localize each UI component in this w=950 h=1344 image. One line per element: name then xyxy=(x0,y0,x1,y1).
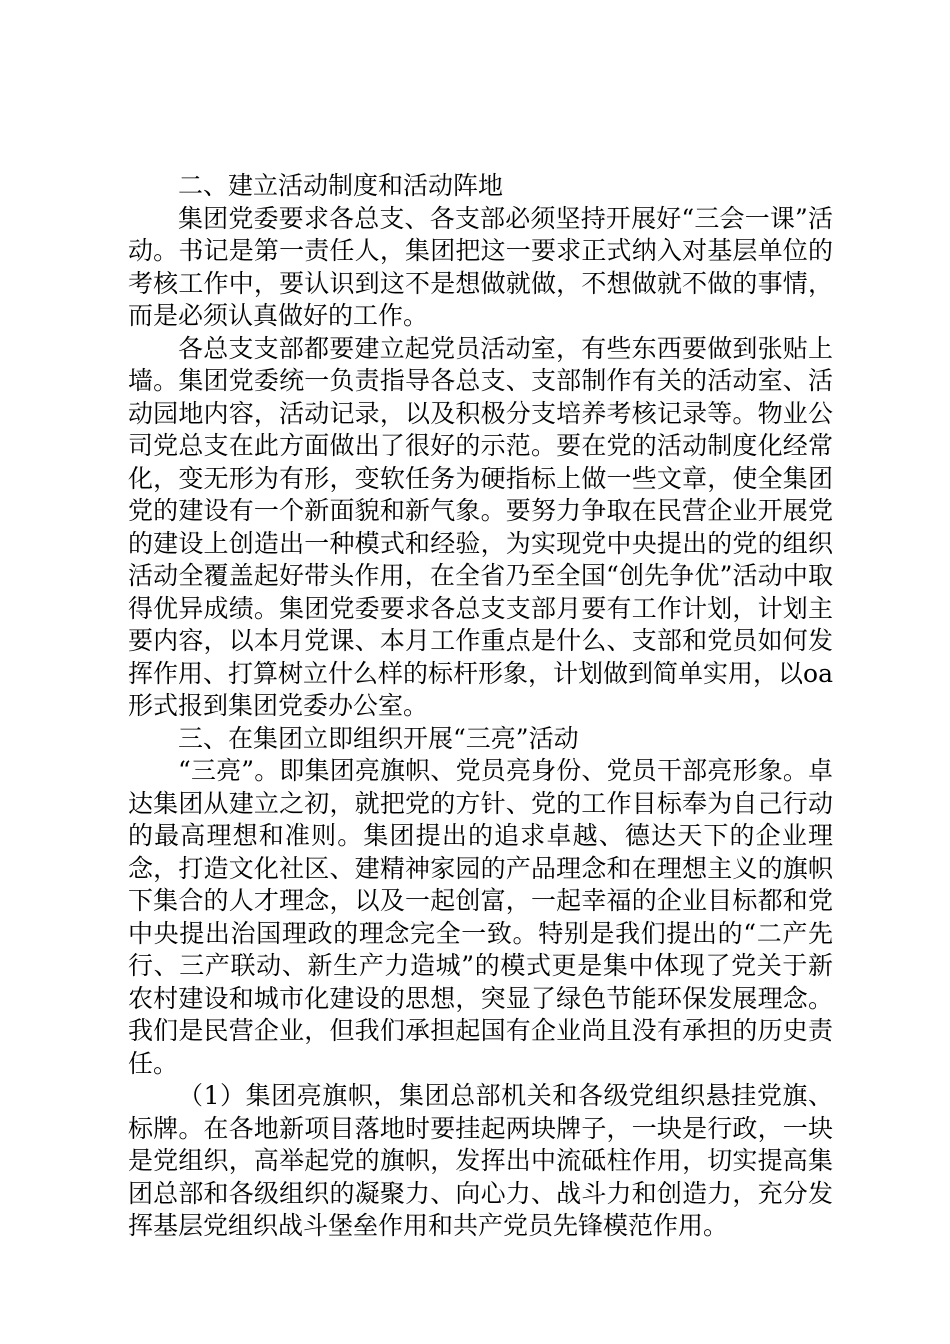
section-heading-3: 三、在集团立即组织开展“三亮”活动 xyxy=(178,723,579,753)
section-heading-2: 二、建立活动制度和活动阵地 xyxy=(178,171,504,200)
paragraph-sanhui-yike: 集团党委要求各总支、各支部必须坚持开展好“三会一课”活动。书记是第一责任人，集团把这一要求正式纳入对基层单位的考核工作中，要认识到这不是想做就做，不想做就不做的事情，而是必须认真做好的工作。 xyxy=(128,203,833,330)
document-body xyxy=(128,170,833,1243)
paragraph-sanliang: “三亮”。即集团亮旗帜、党员亮身份、党员干部亮形象。卓达集团从建立之初，就把党的方针、党的工作目标奉为自己行动的最高理想和准则。集团提出的追求卓越、德达天下的企业理念，打造文化社区、建精神家园的产品理念和在理想主义的旗帜下集合的人才理念，以及一起创富，一起幸福的企业目标都和党中央提出治国理政的理念完全一致。特别是我们提出的“二产先行、三产联动、新生产力造城”的模式更是集中体现了党关于新农村建设和城市化建设的思想，突显了绿色节能环保发展理念。我们是民营企业，但我们承担起国有企业尚且没有承担的历史责任。 xyxy=(128,756,833,1078)
paragraph-group-flag: （1）集团亮旗帜，集团总部机关和各级党组织悬挂党旗、标牌。在各地新项目落地时要挂起两块牌子，一块是行政，一块是党组织，高举起党的旗帜，发挥出中流砥柱作用，切实提高集团总部和各级组织的凝聚力、向心力、战斗力和创造力，充分发挥基层党组织战斗堡垒作用和共产党员先锋模范作用。 xyxy=(128,1081,833,1240)
paragraph-activity-room: 各总支支部都要建立起党员活动室，有些东西要做到张贴上墙。集团党委统一负责指导各总支、支部制作有关的活动室、活动园地内容，活动记录，以及积极分支培养考核记录等。物业公司党总支在此方面做出了很好的示范。要在党的活动制度化经常化，变无形为有形，变软任务为硬指标上做一些文章，使全集团党的建设有一个新面貌和新气象。要努力争取在民营企业开展党的建设上创造出一种模式和经验，为实现党中央提出的党的组织活动全覆盖起好带头作用，在全省乃至全国“创先争优”活动中取得优异成绩。集团党委要求各总支支部月要有工作计划，计划主要内容，以本月党课、本月工作重点是什么、支部和党员如何发挥作用、打算树立什么样的标杆形象，计划做到简单实用，以oa形式报到集团党委办公室。 xyxy=(128,333,833,720)
